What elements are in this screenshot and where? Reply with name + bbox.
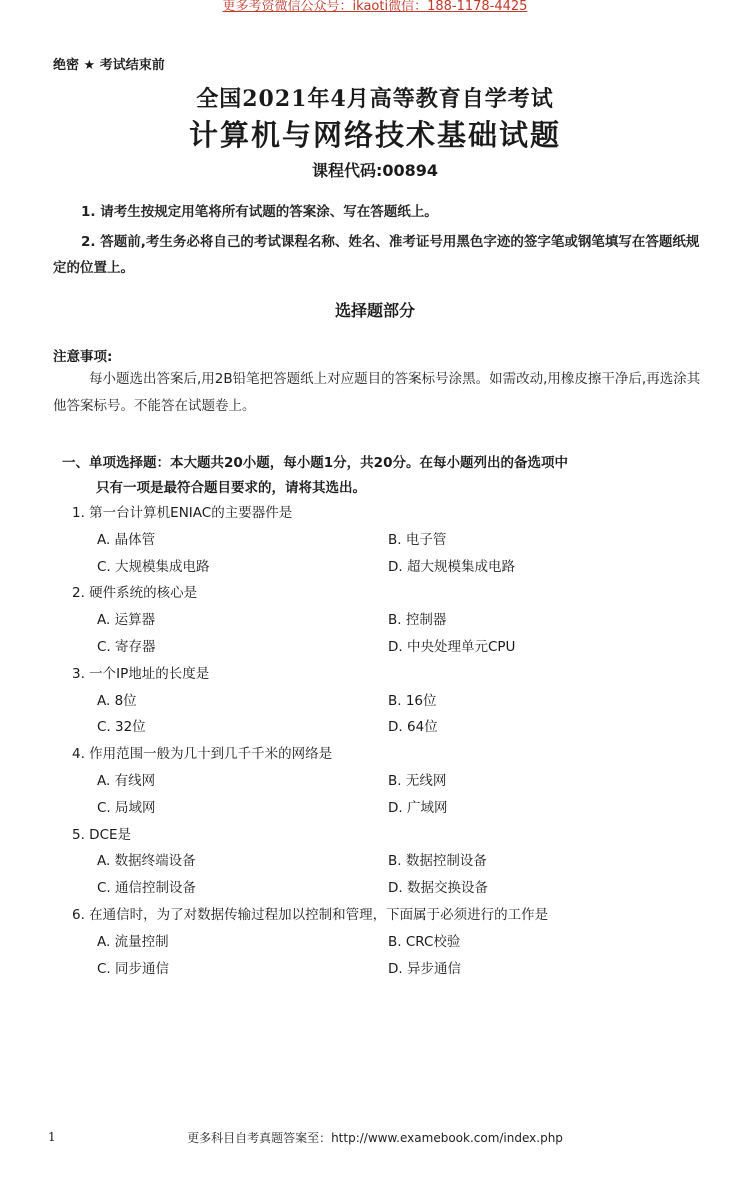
question-6-stem: 6. 在通信时，为了对数据传输过程加以控制和管理，下面属于必须进行的工作是: [72, 906, 549, 923]
question-6-option-a: A. 流量控制: [97, 933, 169, 950]
question-4-option-c: C. 局域网: [97, 799, 156, 816]
question-2-stem: 2. 硬件系统的核心是: [72, 585, 198, 602]
option-row: [0, 607, 750, 634]
question-3-option-d: D. 64位: [388, 719, 438, 736]
question-2-option-b: B. 控制器: [388, 612, 447, 629]
question-stem: [0, 902, 750, 929]
part-header-line2: 只有一项是最符合题目要求的，请将其选出。: [96, 480, 366, 496]
footer-link[interactable]: 更多科目自考真题答案至：http://www.examebook.com/index.php: [187, 1131, 563, 1145]
question-5-option-d: D. 数据交换设备: [388, 880, 488, 897]
question-list: [0, 500, 750, 982]
secret-mark: 绝密 ★ 考试结束前: [53, 58, 165, 73]
option-row: [0, 929, 750, 956]
section-heading: 选择题部分: [334, 301, 415, 320]
option-row: [0, 848, 750, 875]
question-1-option-b: B. 电子管: [388, 531, 447, 548]
top-banner-link[interactable]: 更多考资微信公众号：ikaoti微信：188-1178-4425: [222, 0, 528, 14]
option-row: [0, 956, 750, 983]
question-3-option-a: A. 8位: [97, 692, 137, 709]
option-row: [0, 795, 750, 822]
question-stem: [0, 500, 750, 527]
question-5-option-a: A. 数据终端设备: [97, 853, 196, 870]
question-4-option-d: D. 广域网: [388, 799, 448, 816]
page-number: 1: [48, 1130, 56, 1144]
question-3-option-b: B. 16位: [388, 692, 437, 709]
notice-text: 每小题选出答案后,用2B铅笔把答题纸上对应题目的答案标号涂黑。如需改动,用橡皮擦干净后,再选涂其他答案标号。不能答在试题卷上。: [53, 371, 701, 414]
question-4-option-b: B. 无线网: [388, 772, 447, 789]
option-row: [0, 714, 750, 741]
instruction-1: 1. 请考生按规定用笔将所有试题的答案涂、写在答题纸上。: [81, 204, 438, 220]
question-4-option-a: A. 有线网: [97, 772, 156, 789]
option-row: [0, 688, 750, 715]
instruction-2: 2. 答题前,考生务必将自己的考试课程名称、姓名、准考证号用黑色字迹的签字笔或钢笔填写在答题纸规定的位置上。: [53, 234, 700, 276]
part-header-line1: 一、单项选择题：本大题共20小题，每小题1分，共20分。在每小题列出的备选项中: [62, 455, 568, 471]
question-5-option-b: B. 数据控制设备: [388, 853, 487, 870]
question-1-option-d: D. 超大规模集成电路: [388, 558, 515, 575]
question-stem: [0, 741, 750, 768]
question-3-stem: 3. 一个IP地址的长度是: [72, 665, 210, 682]
part-header: [62, 451, 712, 501]
question-2-option-a: A. 运算器: [97, 612, 156, 629]
question-stem: [0, 580, 750, 607]
question-stem: [0, 822, 750, 849]
exam-title: 全国2021年4月高等教育自学考试: [196, 86, 554, 112]
question-3-option-c: C. 32位: [97, 719, 146, 736]
option-row: [0, 768, 750, 795]
question-2-option-d: D. 中央处理单元CPU: [388, 638, 516, 655]
subject-title: 计算机与网络技术基础试题: [188, 118, 561, 152]
question-1-option-c: C. 大规模集成电路: [97, 558, 210, 575]
question-6-option-c: C. 同步通信: [97, 960, 170, 977]
question-1-stem: 1. 第一台计算机ENIAC的主要器件是: [72, 505, 293, 521]
option-row: [0, 554, 750, 581]
question-6-option-d: D. 异步通信: [388, 960, 461, 977]
question-6-option-b: B. CRC校验: [388, 933, 461, 950]
option-row: [0, 527, 750, 554]
option-row: [0, 875, 750, 902]
question-2-option-c: C. 寄存器: [97, 638, 156, 655]
question-stem: [0, 661, 750, 688]
question-1-option-a: A. 晶体管: [97, 531, 156, 548]
question-5-stem: 5. DCE是: [72, 826, 132, 843]
notice-label: 注意事项:: [53, 349, 113, 365]
option-row: [0, 634, 750, 661]
question-4-stem: 4. 作用范围一般为几十到几千千米的网络是: [72, 746, 333, 763]
question-5-option-c: C. 通信控制设备: [97, 880, 197, 897]
course-code: 课程代码:00894: [311, 161, 439, 180]
